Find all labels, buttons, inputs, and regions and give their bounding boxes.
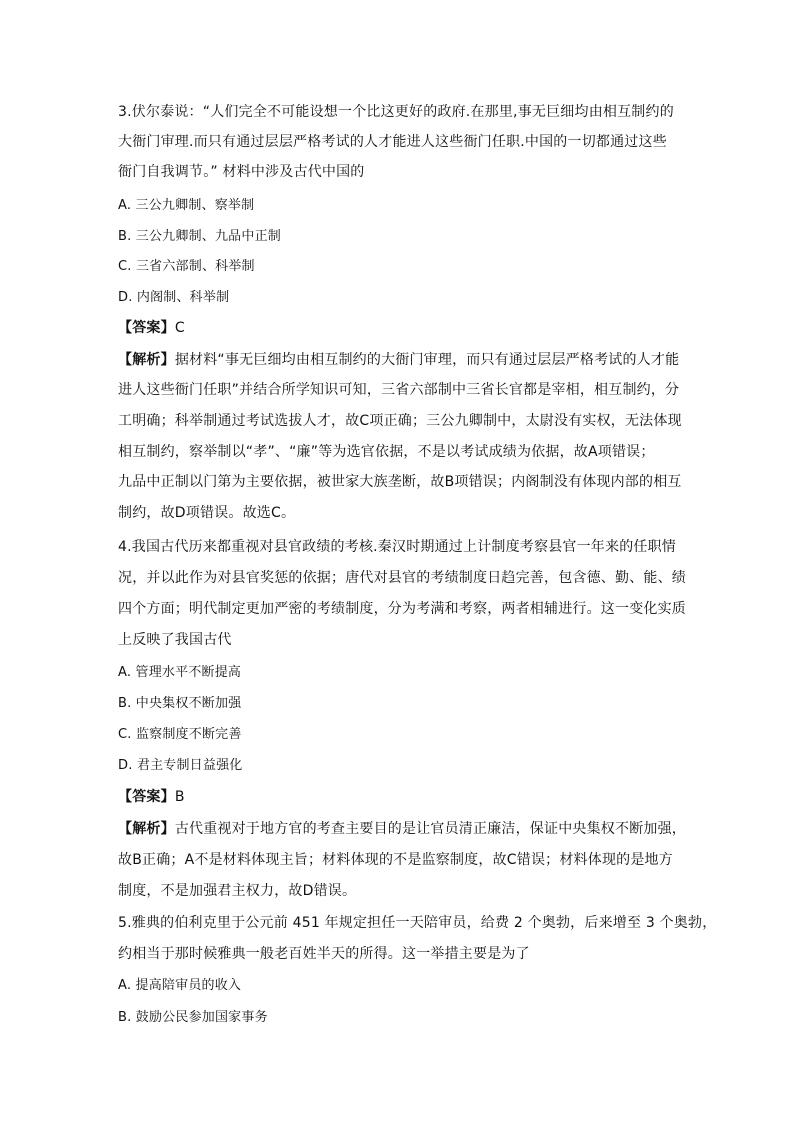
q3-analysis-line-6: 制约，故D项错误。故选C。: [118, 505, 296, 521]
analysis-tag: 【解析】: [118, 821, 175, 837]
q4-analysis-line-3: 制度，不是加强君主权力，故D错误。: [118, 883, 357, 899]
q5-option-a: A. 提高陪审员的收入: [118, 978, 242, 993]
analysis-text: 古代重视对于地方官的考查主要目的是让官员清正廉洁，保证中央集权不断加强，: [174, 821, 687, 837]
q3-analysis-line-3: 工明确；科举制通过考试选拔人才，故C项正确；三公九卿制中，太尉没有实权，无法体现: [118, 413, 682, 429]
q5-stem-line-1: 5.雅典的伯利克里于公元前 451 年规定担任一天陪审员，给费 2 个奥勃，后来增至 3 个奥勃，: [118, 915, 717, 931]
q3-analysis-line-4: 相互制约，察举制以“孝”、“廉”等为选官依据，不是以考试成绩为依据，故A项错误；: [118, 444, 655, 460]
analysis-text: 据材料“事无巨细均由相互制约的大衙门审理，而只有通过层层严格考试的人才能: [174, 352, 680, 368]
q4-option-b: B. 中央集权不断加强: [118, 696, 242, 711]
answer-value: C: [174, 320, 185, 336]
q3-answer: [118, 318, 185, 338]
q4-stem-line-1: 4.我国古代历来都重视对县官政绩的考核.秦汉时期通过上计制度考察县官一年来的任职情: [118, 539, 677, 555]
q4-stem-line-2: 况，并以此作为对县官奖惩的依据；唐代对县官的考绩制度日趋完善，包含德、勤、能、绩: [118, 570, 686, 586]
q3-stem-line-3: 衙门自我调节。” 材料中涉及古代中国的: [118, 164, 365, 180]
q4-analysis-line-1: [118, 819, 686, 839]
q4-stem-line-4: 上反映了我国古代: [118, 632, 232, 648]
q4-option-a: A. 管理水平不断提高: [118, 665, 242, 680]
q4-option-d: D. 君主专制日益强化: [118, 758, 243, 773]
analysis-tag: 【解析】: [118, 352, 175, 368]
q4-answer: [118, 787, 185, 807]
q3-analysis-line-1: [118, 350, 679, 370]
q3-option-a: A. 三公九卿制、察举制: [118, 198, 255, 213]
q4-option-c: C. 监察制度不断完善: [118, 727, 242, 742]
answer-tag: 【答案】: [118, 789, 175, 805]
q3-option-c: C. 三省六部制、科举制: [118, 259, 255, 274]
answer-value: B: [174, 789, 185, 805]
q3-option-d: D. 内阁制、科举制: [118, 290, 230, 305]
q4-analysis-line-2: 故B正确；A不是材料体现主旨；材料体现的不是监察制度，故C错误；材料体现的是地方: [118, 852, 673, 868]
q3-option-b: B. 三公九卿制、九品中正制: [118, 229, 281, 244]
q5-stem-line-2: 约相当于那时候雅典一般老百姓半天的所得。这一举措主要是为了: [118, 946, 530, 962]
q3-stem-line-1: 3.伏尔泰说：“人们完全不可能设想一个比这更好的政府.在那里,事无巨细均由相互制约的: [118, 104, 674, 120]
q5-option-b: B. 鼓励公民参加国家事务: [118, 1010, 268, 1025]
answer-tag: 【答案】: [118, 320, 175, 336]
q3-stem-line-2: 大衙门审理.而只有通过层层严格考试的人才能进人这些衙门任职.中国的一切都通过这些: [118, 134, 667, 150]
q3-analysis-line-5: 九品中正制以门第为主要依据，被世家大族垄断，故B项错误；内阁制没有体现内部的相互: [118, 474, 682, 490]
q4-stem-line-3: 四个方面；明代制定更加严密的考绩制度，分为考满和考察，两者相辅进行。这一变化实质: [118, 601, 686, 617]
q3-analysis-line-2: 进人这些衙门任职”并结合所学知识可知，三省六部制中三省长官都是宰相，相互制约，分: [118, 382, 680, 398]
